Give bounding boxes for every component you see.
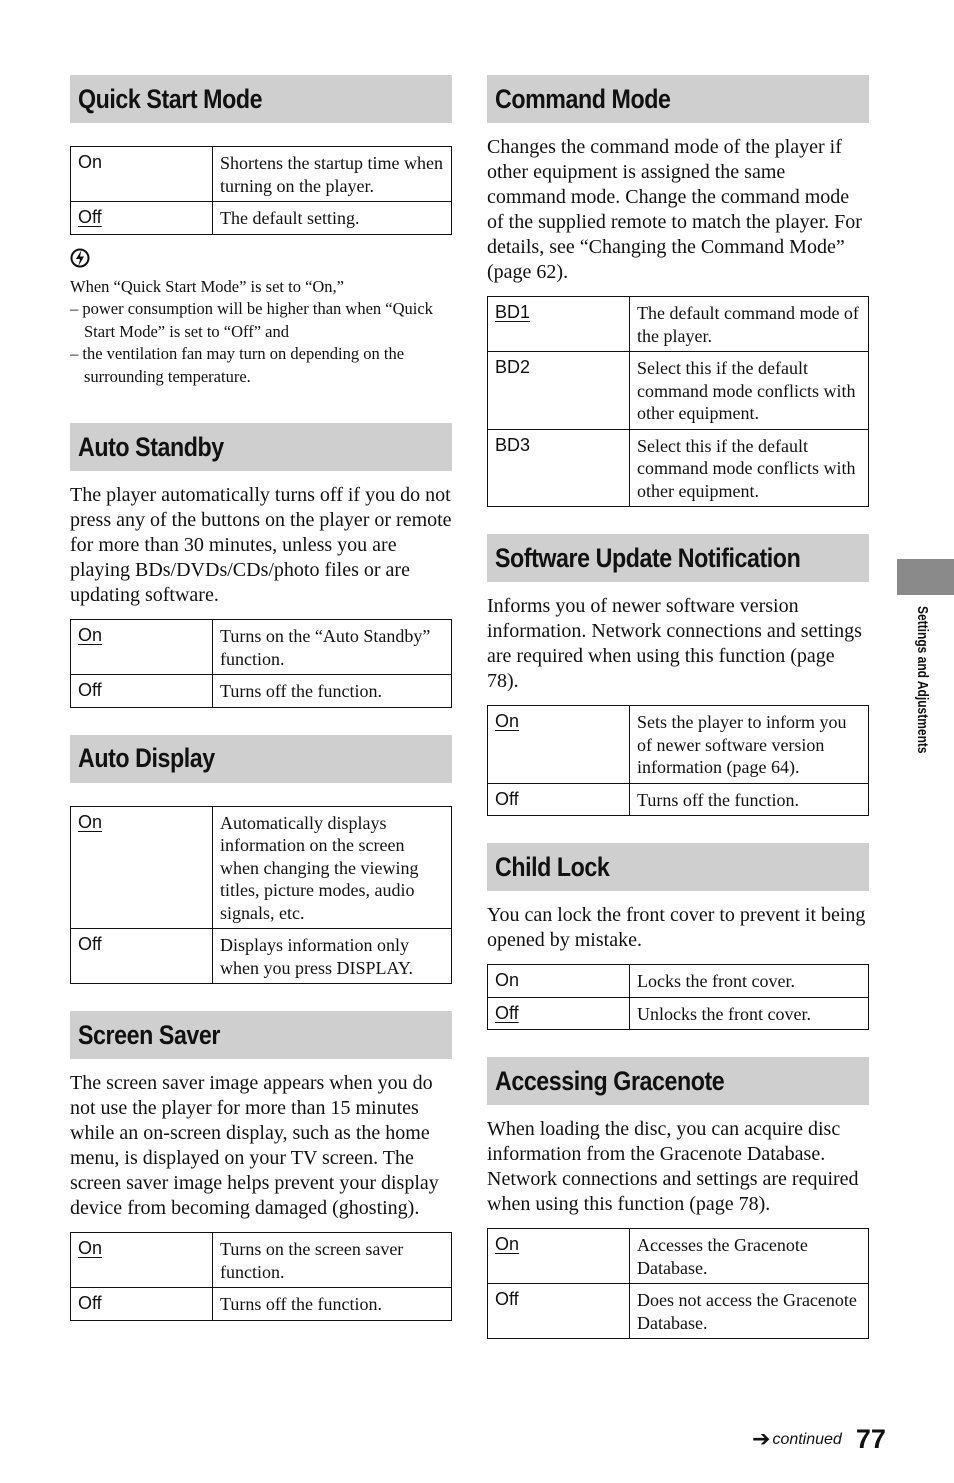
- table-row: [488, 352, 869, 430]
- option-description: Locks the front cover.: [630, 965, 869, 998]
- auto-standby-description: The player automatically turns off if you do not press any of the buttons on the player or remote for more than 30 minutes, unless you are playing BDs/DVDs/CDs/photo files or are updating software.: [70, 484, 452, 606]
- option-description: Sets the player to inform you of newer software version information (page 64).: [630, 706, 869, 784]
- option-description: Unlocks the front cover.: [630, 997, 869, 1030]
- option-description: Turns off the function.: [213, 675, 452, 708]
- quick-start-note: [70, 276, 452, 389]
- option-description: Shortens the startup time when turning on the player.: [213, 147, 452, 202]
- section-heading-accessing-gracenote: Accessing Gracenote: [487, 1057, 869, 1105]
- option-key-default: BD1: [488, 297, 630, 352]
- option-key-default: On: [488, 1229, 630, 1284]
- section-heading-child-lock: Child Lock: [487, 843, 869, 891]
- option-description: Does not access the Gracenote Database.: [630, 1284, 869, 1339]
- child-lock-table: [487, 964, 869, 1030]
- table-row: [71, 675, 452, 708]
- option-key: Off: [71, 1288, 213, 1321]
- left-column: [70, 75, 452, 1321]
- option-description: Accesses the Gracenote Database.: [630, 1229, 869, 1284]
- table-row: [71, 1288, 452, 1321]
- option-description: Select this if the default command mode conflicts with other equipment.: [630, 352, 869, 430]
- quick-start-mode-table: [70, 146, 452, 235]
- option-key-default: On: [488, 706, 630, 784]
- option-key: Off: [71, 929, 213, 984]
- option-description: Displays information only when you press DISPLAY.: [213, 929, 452, 984]
- option-key: Off: [488, 783, 630, 816]
- option-description: Turns off the function.: [630, 783, 869, 816]
- auto-display-table: [70, 806, 452, 985]
- option-key-default: On: [71, 620, 213, 675]
- option-description: Turns on the screen saver function.: [213, 1233, 452, 1288]
- table-row: [71, 1233, 452, 1288]
- option-key-default: On: [71, 1233, 213, 1288]
- command-mode-table: [487, 296, 869, 507]
- auto-standby-table: [70, 619, 452, 708]
- option-key-default: Off: [488, 997, 630, 1030]
- note-intro: When “Quick Start Mode” is set to “On,”: [70, 276, 345, 296]
- option-description: The default command mode of the player.: [630, 297, 869, 352]
- chapter-tab-label: Settings and Adjustments: [914, 606, 931, 754]
- table-row: [488, 1229, 869, 1284]
- section-heading-software-update-notification: Software Update Notification: [487, 534, 869, 582]
- table-row: [488, 706, 869, 784]
- section-heading-quick-start-mode: Quick Start Mode: [70, 75, 452, 123]
- page-footer: [752, 1424, 886, 1455]
- table-row: [488, 965, 869, 998]
- option-key: Off: [488, 1284, 630, 1339]
- note-item: – the ventilation fan may turn on depending on the surrounding temperature.: [70, 344, 405, 386]
- table-row: [488, 1284, 869, 1339]
- table-row: [488, 783, 869, 816]
- hint-icon: [70, 247, 90, 269]
- option-key: On: [488, 965, 630, 998]
- continued-label: continued: [772, 1430, 842, 1448]
- software-update-table: [487, 705, 869, 816]
- table-row: [71, 147, 452, 202]
- section-heading-command-mode: Command Mode: [487, 75, 869, 123]
- option-key: BD3: [488, 429, 630, 507]
- right-column: [487, 75, 869, 1339]
- table-row: [71, 202, 452, 235]
- command-mode-description: Changes the command mode of the player if other equipment is assigned the same command mode. Change the command mode of the supplied remote to match the player. For details, see “Changing the Command Mode” (page 62).: [487, 136, 862, 283]
- page-number: 77: [855, 1424, 886, 1454]
- child-lock-description: You can lock the front cover to prevent it being opened by mistake.: [487, 904, 866, 951]
- right-arrow-icon: ➔: [752, 1426, 771, 1452]
- option-key: On: [71, 147, 213, 202]
- option-key-default: On: [71, 806, 213, 929]
- screen-saver-table: [70, 1232, 452, 1321]
- table-row: [488, 997, 869, 1030]
- software-update-description: Informs you of newer software version information. Network connections and settings are required when using this function (page 78).: [487, 595, 862, 692]
- gracenote-description: When loading the disc, you can acquire disc information from the Gracenote Database. Network connections and settings are required when using this function (page 78).: [487, 1118, 859, 1215]
- option-key: Off: [71, 675, 213, 708]
- option-description: Turns off the function.: [213, 1288, 452, 1321]
- chapter-tab-marker: [897, 559, 954, 595]
- option-description: Turns on the “Auto Standby” function.: [213, 620, 452, 675]
- section-heading-screen-saver: Screen Saver: [70, 1011, 452, 1059]
- table-row: [71, 929, 452, 984]
- table-row: [488, 429, 869, 507]
- option-key-default: Off: [71, 202, 213, 235]
- section-heading-auto-display: Auto Display: [70, 735, 452, 783]
- gracenote-table: [487, 1228, 869, 1339]
- option-description: The default setting.: [213, 202, 452, 235]
- section-heading-auto-standby: Auto Standby: [70, 423, 452, 471]
- option-description: Select this if the default command mode conflicts with other equipment.: [630, 429, 869, 507]
- table-row: [71, 806, 452, 929]
- note-item: – power consumption will be higher than when “Quick Start Mode” is set to “Off” and: [70, 299, 433, 341]
- screen-saver-description: The screen saver image appears when you do not use the player for more than 15 minutes while an on-screen display, such as the home menu, is displayed on your TV screen. The screen saver image helps prevent your display device from becoming damaged (ghosting).: [70, 1072, 439, 1219]
- table-row: [488, 297, 869, 352]
- option-key: BD2: [488, 352, 630, 430]
- table-row: [71, 620, 452, 675]
- option-description: Automatically displays information on the screen when changing the viewing titles, picture modes, audio signals, etc.: [213, 806, 452, 929]
